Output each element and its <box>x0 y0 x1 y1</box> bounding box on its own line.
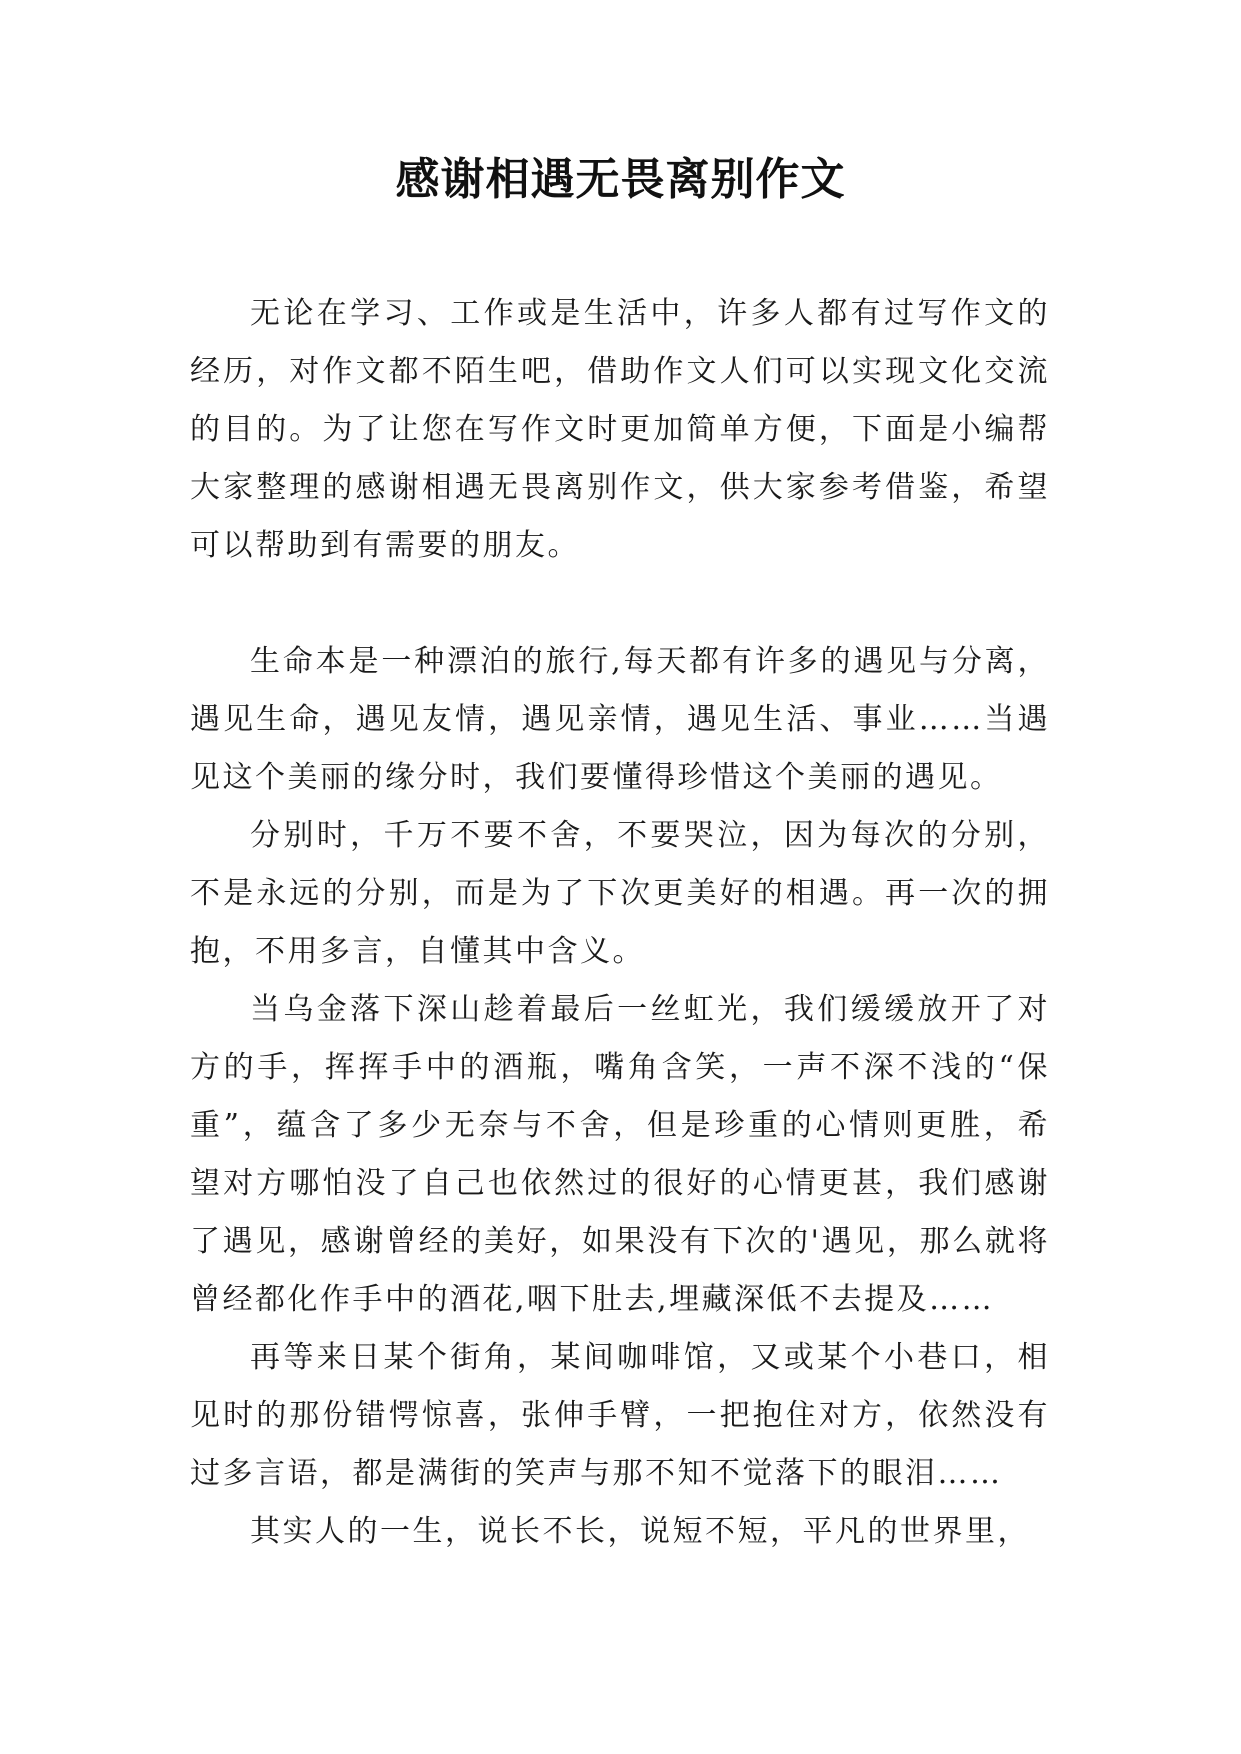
body-paragraph: 其实人的一生，说长不长，说短不短，平凡的世界里， <box>250 1514 1030 1549</box>
intro-paragraph: 无论在学习、工作或是生活中，许多人都有过写作文的经历，对作文都不陌生吧，借助作文人们可以实现文化交流的目的。为了让您在写作文时更加简单方便，下面是小编帮大家整理的感谢相遇无畏离别作文，供大家参考借鉴，希望可以帮助到有需要的朋友。 <box>190 296 1050 563</box>
body-paragraph: 当乌金落下深山趁着最后一丝虹光，我们缓缓放开了对方的手，挥挥手中的酒瓶，嘴角含笑，一声不深不浅的“保重”，蕴含了多少无奈与不舍，但是珍重的心情则更胜，希望对方哪怕没了自己也依然过的很好的心情更甚，我们感谢了遇见，感谢曾经的美好，如果没有下次的'遇见，那么就将曾经都化作手中的酒花,咽下肚去,埋藏深低不去提及…… <box>190 992 1050 1317</box>
document-body <box>190 285 1050 1561</box>
body-paragraph: 生命本是一种漂泊的旅行,每天都有许多的遇见与分离，遇见生命，遇见友情，遇见亲情，遇见生活、事业……当遇见这个美丽的缘分时，我们要懂得珍惜这个美丽的遇见。 <box>190 644 1050 795</box>
document-title: 感谢相遇无畏离别作文 <box>395 154 846 205</box>
body-paragraph: 分别时，千万不要不舍，不要哭泣，因为每次的分别，不是永远的分别，而是为了下次更美好的相遇。再一次的拥抱，不用多言，自懂其中含义。 <box>190 818 1050 969</box>
body-paragraph: 再等来日某个街角，某间咖啡馆，又或某个小巷口，相见时的那份错愕惊喜，张伸手臂，一把抱住对方，依然没有过多言语，都是满街的笑声与那不知不觉落下的眼泪…… <box>190 1340 1050 1491</box>
